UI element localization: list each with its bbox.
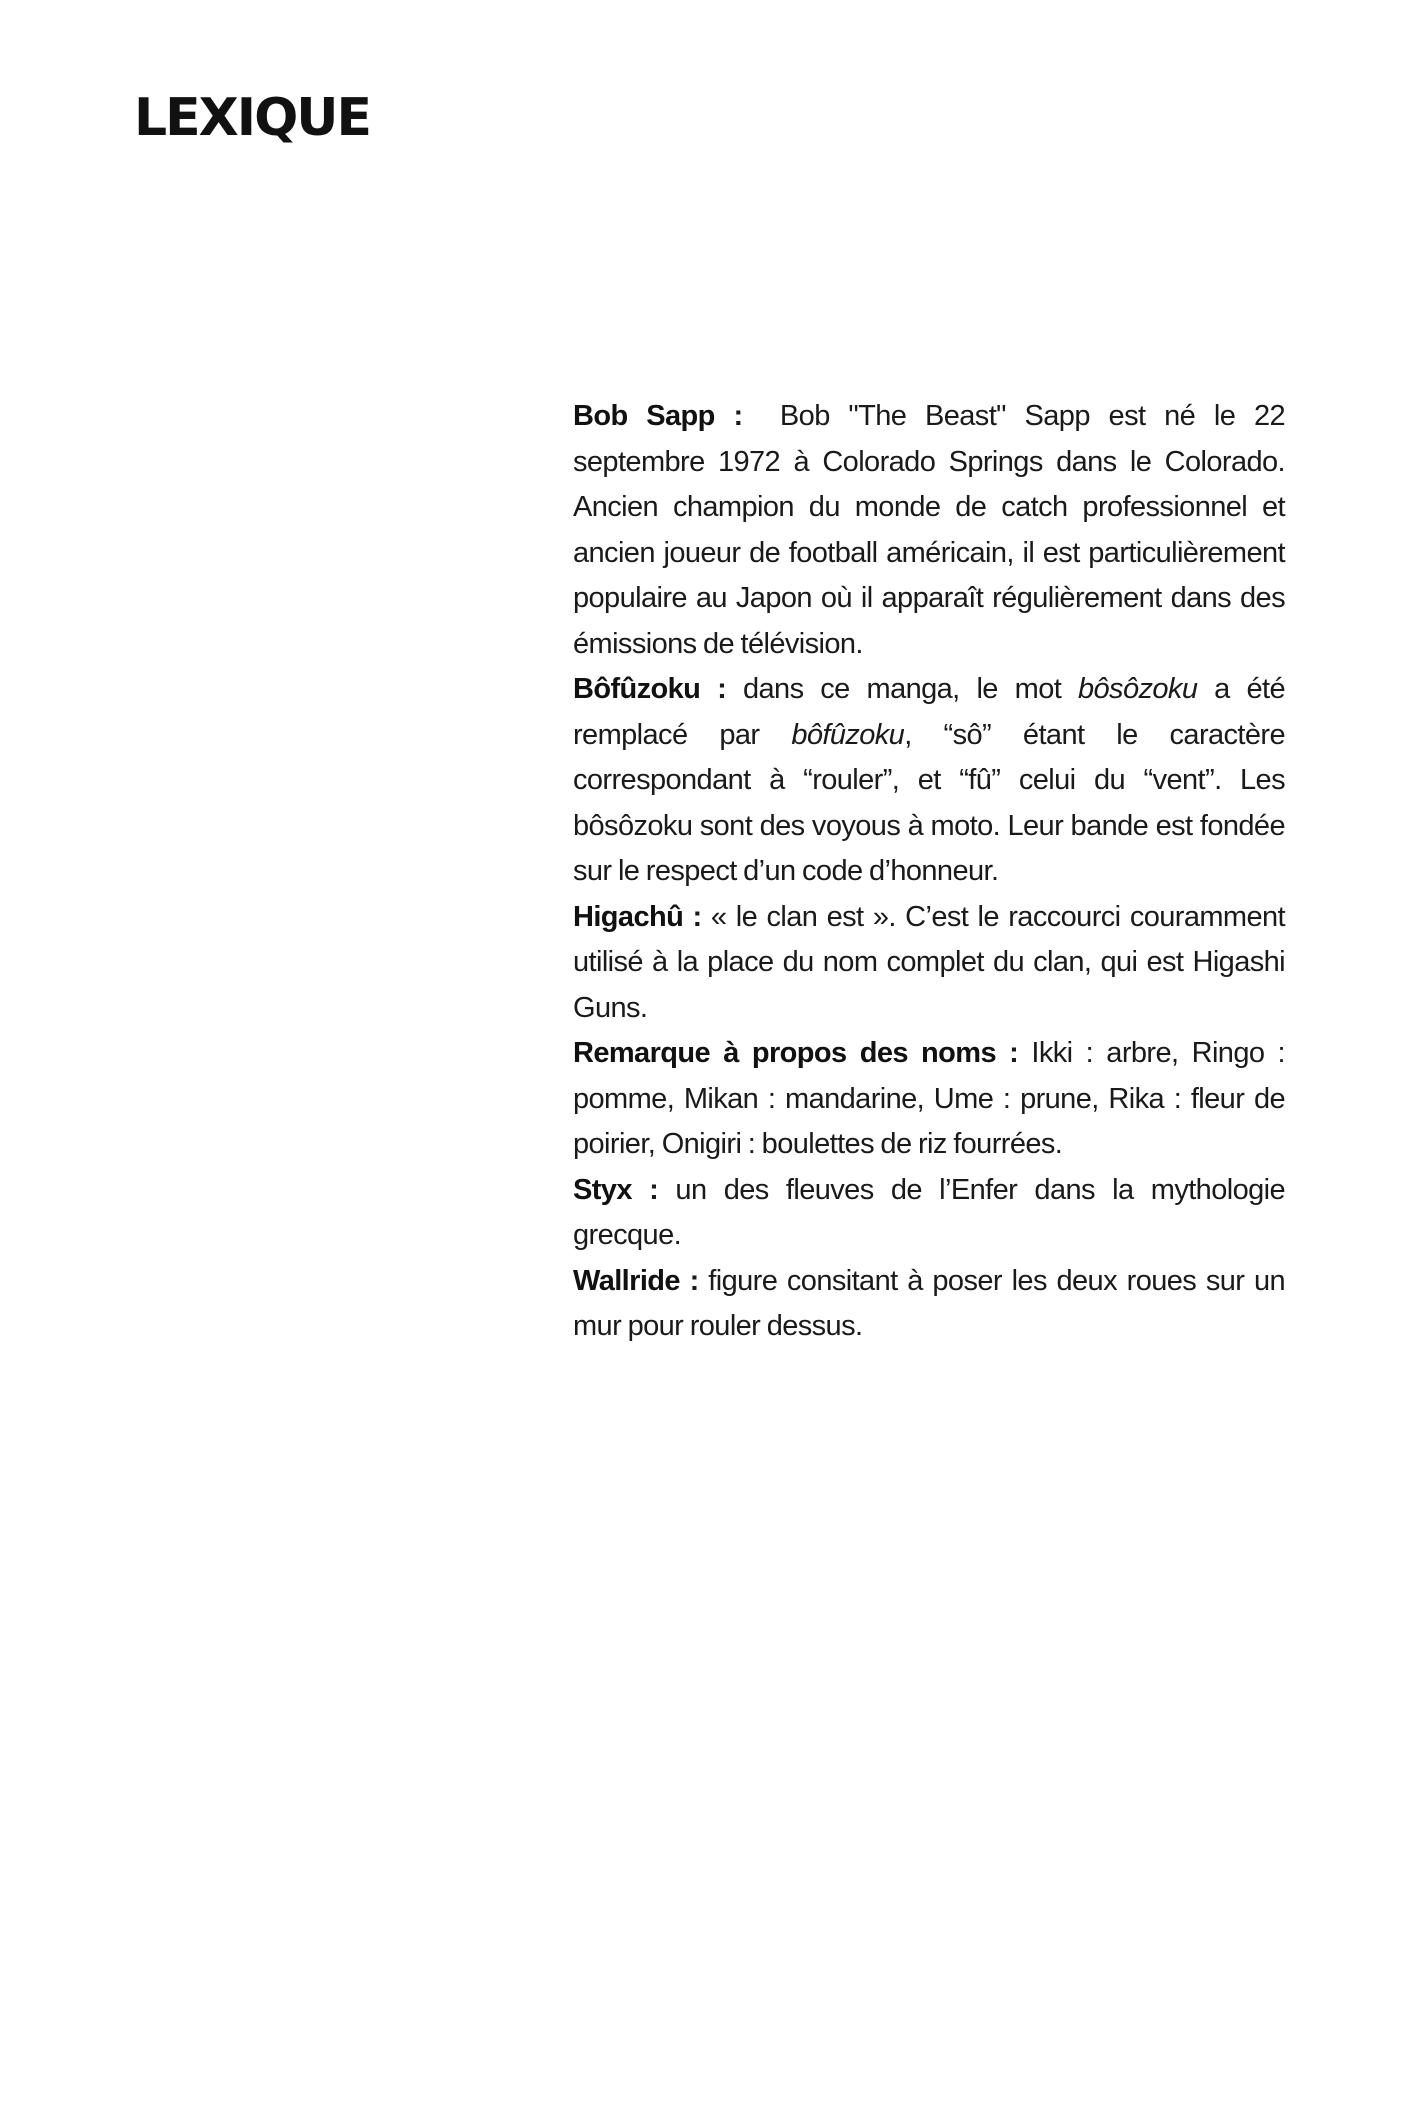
term-separator: : xyxy=(714,400,743,432)
glossary-definition: , “sô” étant le caractère correspondant à “rouler”, et “fû” celui du “vent”. Les bôsôzoku sont des voyous à moto. Leur bande est fondée sur le respect d’un code d’honneur. xyxy=(573,718,1286,887)
glossary-entry-higachu xyxy=(573,895,1285,1032)
glossary-definition: dans ce manga, le mot xyxy=(726,673,1078,705)
glossary-definition: « le clan est ». C’est le raccourci couramment utilisé à la place du nom complet du clan, qui est Higashi Guns. xyxy=(573,900,1285,1024)
glossary-term: Styx xyxy=(573,1173,632,1206)
page-title: LEXIQUE xyxy=(134,88,371,148)
glossary-term: Remarque à propos des noms xyxy=(573,1037,997,1069)
glossary-entry-styx xyxy=(573,1168,1285,1259)
glossary-term: Higachû xyxy=(573,900,684,933)
glossary-definition: figure consitant à poser les deux roues sur un mur pour rouler dessus. xyxy=(573,1264,1286,1342)
glossary-entry-bob-sapp xyxy=(573,394,1292,667)
glossary-list xyxy=(573,394,1292,1350)
term-separator: : xyxy=(631,1173,659,1206)
italic-word: bôfûzoku xyxy=(791,718,905,751)
glossary-term: Bôfûzoku xyxy=(573,673,701,705)
term-separator: : xyxy=(679,1264,699,1297)
glossary-definition: Ikki : arbre, Ringo : pomme, Mikan : mandarine, Ume : prune, Rika : fleur de poirier, Onigiri : boulettes de riz fourrées. xyxy=(573,1037,1286,1160)
glossary-definition: un des fleuves de l’Enfer dans la mythologie grecque. xyxy=(573,1173,1286,1251)
glossary-term: Wallride xyxy=(573,1264,680,1297)
italic-word: bôsôzoku xyxy=(1078,673,1198,705)
glossary-entry-wallride xyxy=(573,1259,1285,1350)
glossary-entry-bofuzoku xyxy=(573,667,1285,895)
glossary-term: Bob Sapp xyxy=(573,400,715,432)
term-separator: : xyxy=(683,900,702,933)
glossary-definition: Bob "The Beast" Sapp est né le 22 septembre 1972 à Colorado Springs dans le Colorado. Ancien champion du monde de catch professionnel et ancien joueur de football américain, il est particulièrement populaire au Japon où il apparaît régulièrement dans des émissions de télévision. xyxy=(573,400,1292,660)
term-separator: : xyxy=(700,673,727,705)
glossary-definition: a été remplacé par xyxy=(573,673,1286,751)
glossary-entry-remarque-noms xyxy=(573,1031,1285,1168)
term-separator: : xyxy=(996,1037,1019,1069)
